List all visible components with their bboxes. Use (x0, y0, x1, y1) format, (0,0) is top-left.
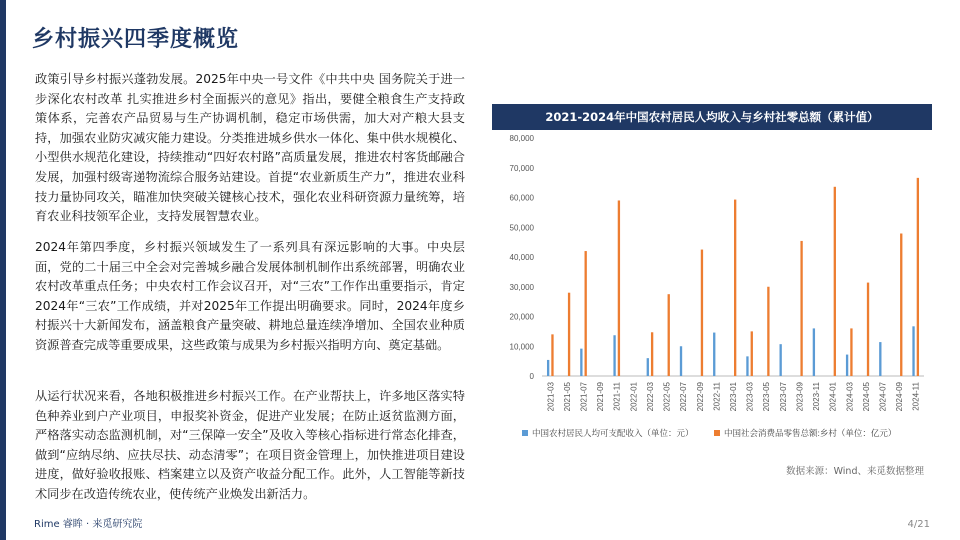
x-tick-label: 2023-03 (745, 382, 755, 412)
x-tick-label: 2022-09 (695, 382, 705, 412)
legend-swatch-1 (714, 430, 720, 436)
x-tick-label: 2023-11 (812, 382, 822, 411)
bar-retail-2023-05 (767, 287, 769, 376)
bar-retail-2024-03 (850, 328, 852, 376)
bar-retail-2024-09 (900, 233, 902, 376)
y-tick-label: 40,000 (509, 253, 534, 262)
x-tick-label: 2023-07 (778, 382, 788, 412)
x-tick-label: 2024-03 (845, 382, 855, 412)
page-number: 4/21 (907, 519, 930, 530)
bar-income-2022-03 (647, 358, 649, 376)
x-tick-label: 2021-11 (612, 382, 622, 411)
bar-retail-2021-07 (585, 251, 587, 376)
y-tick-label: 10,000 (509, 342, 534, 352)
paragraph-events: 2024年第四季度，乡村振兴领域发生了一系列具有深远影响的大事。中央层面，党的二十届三中全会对完善城乡融合发展体制机制作出系统部署，明确农业农村改革重点任务；中央农村工作会议召开，对“三农”工作作出重要指示，肯定2024年“三农”工作成绩，并对2025年工作提出明确要求。同时，2024年度乡村振兴十大新闻发布，涵盖粮食产量突破、耕地总量连续净增加、全国农业种质资源普查完成等重要成果，这些政策与成果为乡村振兴指明方向、奠定基础。 (35, 240, 465, 352)
x-tick-label: 2021-03 (546, 382, 556, 412)
y-tick-label: 70,000 (509, 163, 534, 173)
bar-income-2021-07 (580, 349, 582, 376)
x-tick-label: 2023-05 (762, 382, 772, 412)
x-tick-label: 2024-07 (878, 382, 888, 412)
paragraph-operation: 从运行状况来看，各地积极推进乡村振兴工作。在产业帮扶上，许多地区落实特色种养业到户产业项目，申报奖补资金，促进产业发展；在防止返贫监测方面，严格落实动态监测机制，对“三保障一安全”及收入等核心指标进行常态化排查，做到“应纳尽纳、应扶尽扶、动态清零”；在项目资金管理上，加快推进项目建设进度，做好验收报账、档案建立以及资产收益分配工作。此外，人工智能等新技术同步在改造传统农业，使传统产业焕发出新活力。 (35, 389, 465, 501)
bar-income-2022-07 (680, 346, 682, 376)
accent-bar (0, 0, 6, 540)
footer-brand: Rime 睿眸 · 来觅研究院 (34, 519, 143, 530)
bar-income-2023-03 (746, 356, 748, 376)
bar-retail-2022-03 (651, 332, 653, 376)
y-tick-label: 30,000 (509, 282, 534, 292)
bar-retail-2021-11 (618, 200, 620, 376)
x-tick-label: 2024-01 (828, 382, 838, 412)
bar-retail-2022-09 (701, 250, 703, 376)
bar-income-2023-11 (813, 328, 815, 376)
x-tick-label: 2022-07 (679, 382, 689, 412)
y-tick-label: 0 (529, 372, 534, 381)
y-tick-label: 50,000 (509, 223, 534, 233)
bar-income-2022-11 (713, 333, 715, 376)
legend-label-0: 中国农村居民人均可支配收入（单位：元） (532, 428, 694, 438)
bar-income-2021-03 (547, 360, 549, 376)
chart-title: 2021-2024年中国农村居民人均收入与乡村社零总额（累计值） (492, 104, 932, 130)
x-tick-label: 2022-03 (645, 382, 655, 412)
x-tick-label: 2022-11 (712, 382, 722, 411)
bar-retail-2023-01 (734, 200, 736, 376)
x-tick-label: 2022-05 (662, 382, 672, 412)
x-tick-label: 2024-09 (895, 382, 905, 412)
x-tick-label: 2021-05 (562, 382, 572, 412)
page-title: 乡村振兴四季度概览 (32, 27, 240, 52)
x-tick-label: 2022-01 (629, 382, 639, 412)
x-tick-label: 2023-01 (729, 382, 738, 412)
paragraph-policy: 政策引导乡村振兴蓬勃发展。2025年中央一号文件《中共中央 国务院关于进一步深化农村改革 扎实推进乡村全面振兴的意见》指出，要健全粮食生产支持政策体系，完善农产品贸易与生产协调机制，稳定市场供需，加大对产粮大县支持，加强农业防灾减灾能力建设。分类推进城乡供水一体化、集中供水规模化、小型供水规范化建设，持续推动“四好农村路”高质量发展，推进农村客货邮融合发展，加强村级寄递物流综合服务站建设。首提“农业新质生产力”，推进农业科技力量协同攻关，瞄准加快突破关键核心技术，强化农业科研资源力量统筹，培育农业科技领军企业，支持发展智慧农业。 (35, 72, 465, 224)
bar-income-2021-11 (613, 335, 615, 376)
bar-retail-2021-05 (568, 293, 570, 376)
y-tick-label: 20,000 (509, 312, 534, 322)
bar-income-2024-03 (846, 355, 848, 376)
bar-retail-2024-05 (867, 283, 869, 376)
bar-income-2024-11 (912, 326, 914, 376)
bar-income-2023-07 (780, 344, 782, 376)
bar-retail-2024-11 (917, 178, 919, 376)
bar-retail-2024-01 (834, 187, 836, 376)
legend-label-1: 中国社会消费品零售总额:乡村（单位：亿元） (724, 428, 897, 438)
x-tick-label: 2024-11 (911, 382, 921, 411)
chart-container (492, 104, 932, 454)
y-tick-label: 80,000 (509, 134, 534, 143)
bar-retail-2022-05 (668, 294, 670, 376)
bar-retail-2021-03 (551, 334, 553, 376)
legend-swatch-0 (522, 430, 528, 436)
x-tick-label: 2023-09 (795, 382, 805, 412)
bar-chart (492, 130, 932, 454)
x-tick-label: 2021-07 (579, 382, 589, 412)
bar-income-2024-07 (879, 342, 881, 376)
bar-retail-2023-09 (800, 241, 802, 376)
x-tick-label: 2024-05 (861, 382, 871, 412)
y-tick-label: 60,000 (509, 193, 534, 203)
x-tick-label: 2021-09 (596, 382, 606, 412)
data-source: 数据来源：Wind、来觅数据整理 (786, 466, 924, 477)
bar-retail-2023-03 (751, 331, 753, 376)
